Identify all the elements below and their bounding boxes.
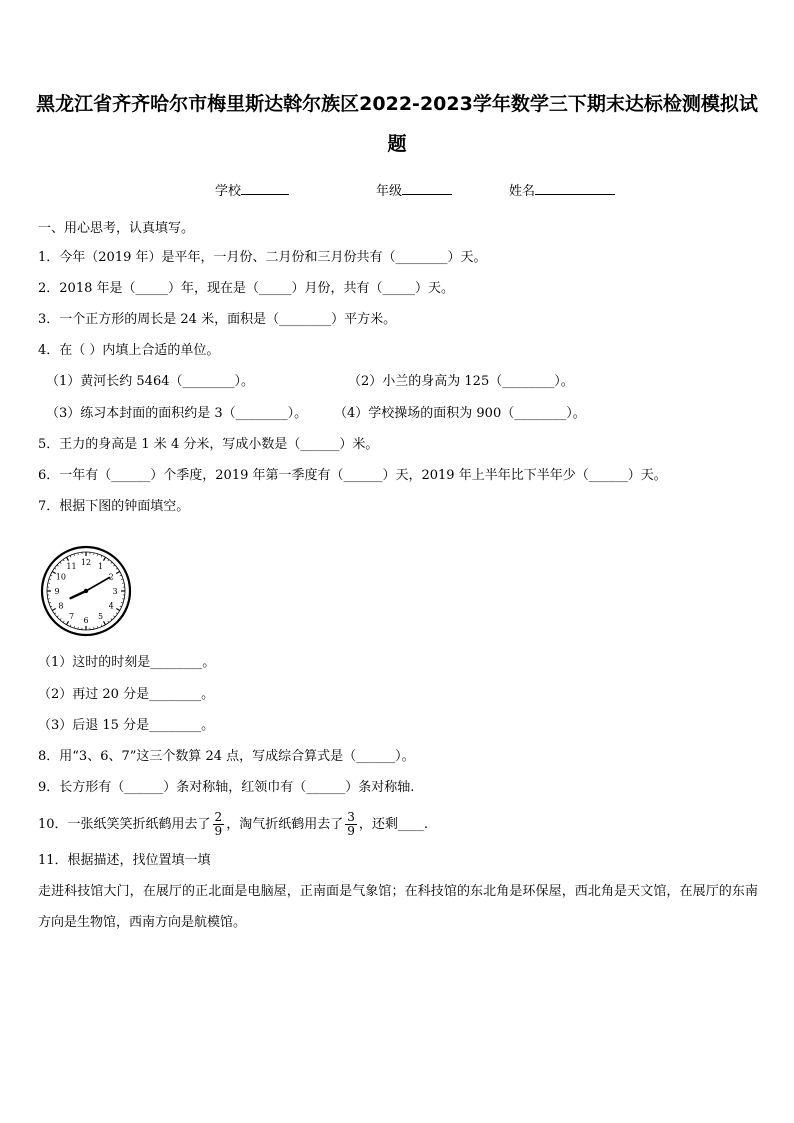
question-1: 1．今年（2019 年）是平年，一月份、二月份和三月份共有（________）天。	[38, 250, 487, 265]
question-7-1: （1）这时的时刻是________。	[38, 655, 216, 670]
section-heading: 一、用心思考，认真填写。	[38, 221, 195, 236]
grade-field	[376, 180, 452, 202]
question-10	[38, 808, 428, 842]
clock-number: 8	[58, 601, 64, 611]
question-7-3: （3）后退 15 分是________。	[38, 718, 215, 733]
question-4-2: （2）小兰的身高为 125（________）。	[348, 374, 574, 389]
clock-face	[40, 545, 132, 637]
question-7-2: （2）再过 20 分是________。	[38, 687, 215, 702]
question-10-suffix: ，还剩____.	[358, 817, 428, 832]
question-4: 4．在（ ）内填上合适的单位。	[38, 343, 220, 358]
fraction-denominator: 9	[214, 824, 223, 838]
clock-number: 7	[68, 612, 75, 622]
question-4-1: （1）黄河长约 5464（________）。	[46, 374, 254, 389]
school-label: 学校	[215, 184, 242, 199]
question-9: 9．长方形有（______）条对称轴，红领巾有（______）条对称轴.	[38, 780, 415, 795]
question-2: 2．2018 年是（_____）年，现在是（_____）月份，共有（_____）天。	[38, 281, 454, 296]
clock-center	[84, 589, 88, 593]
clock-number: 9	[54, 587, 60, 596]
school-blank[interactable]	[241, 180, 289, 195]
name-field	[509, 180, 615, 202]
clock-number: 5	[97, 612, 104, 622]
name-blank[interactable]	[535, 180, 615, 195]
question-10-prefix: 10．一张纸笑笑折纸鹤用去了	[38, 817, 211, 832]
clock-number: 3	[112, 587, 118, 596]
question-7: 7．根据下图的钟面填空。	[38, 499, 190, 514]
school-field	[215, 180, 289, 202]
grade-label: 年级	[376, 184, 403, 199]
fraction-numerator: 2	[214, 810, 223, 824]
clock-number: 12	[80, 558, 92, 567]
question-5: 5．王力的身高是 1 米 4 分米，写成小数是（______）米。	[38, 437, 379, 452]
question-3: 3．一个正方形的周长是 24 米，面积是（________）平方米。	[38, 312, 397, 327]
grade-blank[interactable]	[402, 180, 452, 195]
question-6: 6．一年有（______）个季度，2019 年第一季度有（______）天，2019 年上半年比下半年少（______）天。	[38, 468, 667, 483]
clock-number: 10	[55, 572, 66, 582]
question-8: 8．用“3、6、7”这三个数算 24 点，写成综合算式是（______）。	[38, 749, 415, 764]
question-11: 11．根据描述，找位置填一填	[38, 853, 211, 868]
fraction-2-9	[213, 811, 225, 838]
question-11-description: 走进科技馆大门，在展厅的正北面是电脑屋，正南面是气象馆；在科技馆的东北角是环保屋，西北角是天文馆，在展厅的东南方向是生物馆，西南方向是航模馆。	[38, 884, 758, 930]
fraction-denominator: 9	[347, 824, 355, 838]
fraction-3-9	[345, 811, 357, 838]
fraction-numerator: 3	[347, 810, 355, 824]
question-4-4: （4）学校操场的面积为 900（________）。	[334, 406, 586, 421]
clock-number: 1	[97, 561, 104, 571]
clock-number: 2	[108, 572, 114, 582]
question-10-middle: ，淘气折纸鹤用去了	[226, 817, 344, 832]
clock-number: 11	[66, 561, 77, 571]
clock-number: 4	[108, 601, 114, 611]
clock-number: 6	[83, 616, 89, 625]
question-4-3: （3）练习本封面的面积约是 3（________）。	[46, 406, 308, 421]
page-title: 黑龙江省齐齐哈尔市梅里斯达斡尔族区2022-2023学年数学三下期末达标检测模拟试题	[36, 93, 758, 155]
name-label: 姓名	[509, 184, 536, 199]
